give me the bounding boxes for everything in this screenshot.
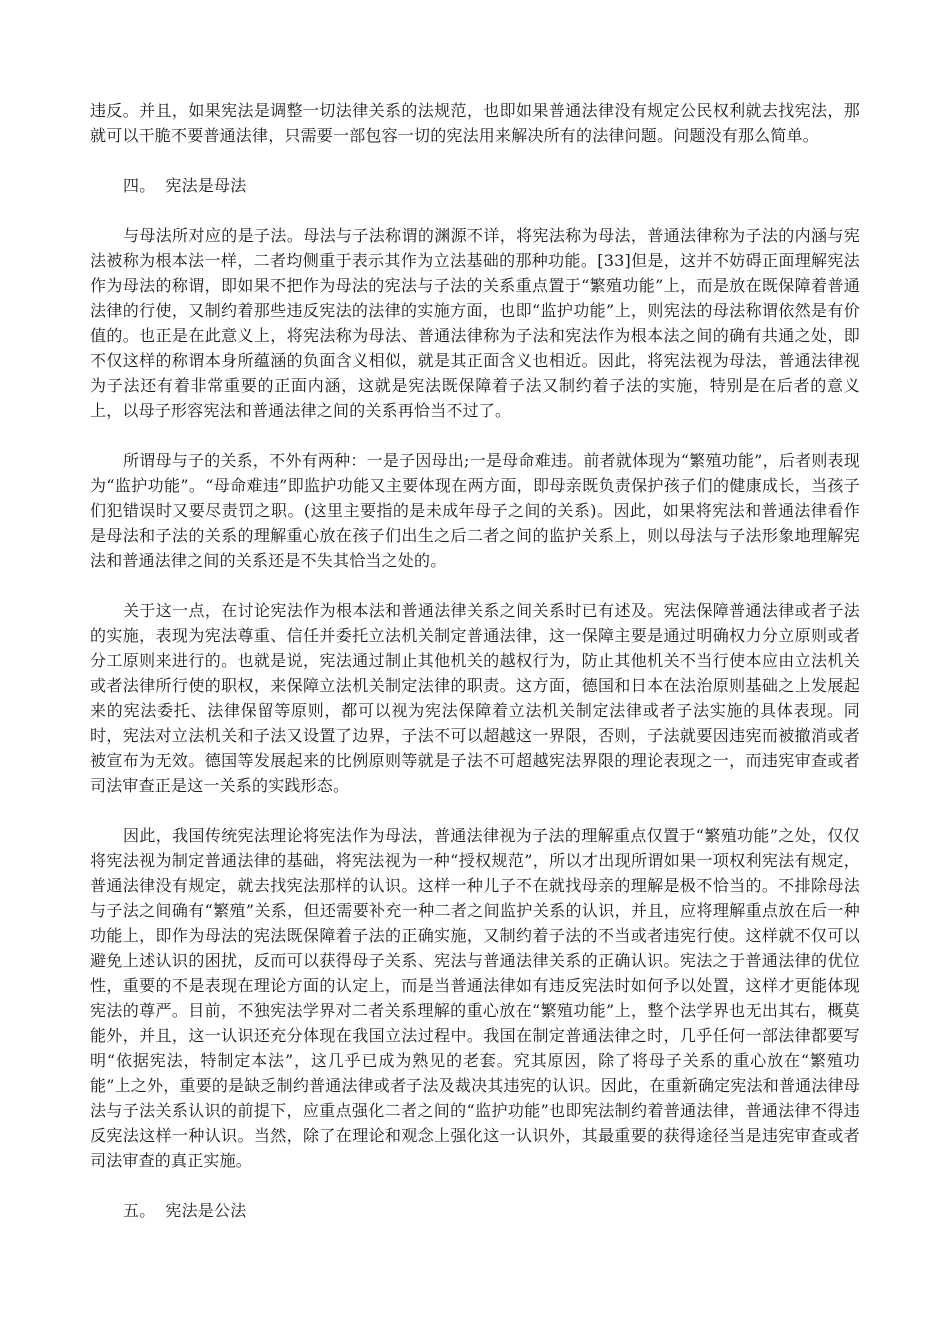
section-four-number: 四。 xyxy=(123,176,156,195)
body-paragraph: 所谓母与子的关系，不外有两种：一是子因母出;一是母命难违。前者就体现为“繁殖功能”，后者则表现为“监护功能”。“母命难违”即监护功能又主要体现在两方面，即母亲既负责保护孩子们的健康成长，当孩子们犯错误时又要尽责罚之职。(这里主要指的是未成年母子之间的关系)。因此，如果将宪法和普通法律看作是母法和子法的关系的理解重心放在孩子们出生之后二者之间的监护关系上，则以母法与子法形象地理解宪法和普通法律之间的关系还是不失其恰当之处的。 xyxy=(90,451,860,570)
body-paragraph: 因此，我国传统宪法理论将宪法作为母法，普通法律视为子法的理解重点仅置于“繁殖功能”之处，仅仅将宪法视为制定普通法律的基础，将宪法视为一种“授权规范”，所以才出现所谓如果一项权利宪法有规定，普通法律没有规定，就去找宪法那样的认识。这样一种儿子不在就找母亲的理解是极不恰当的。不排除母法与子法之间确有“繁殖”关系，但还需要补充一种二者之间监护关系的认识，并且，应将理解重点放在后一种功能上，即作为母法的宪法既保障着子法的正确实施，又制约着子法的不当或者违宪行使。这样就不仅可以避免上述认识的困扰，反而可以获得母子关系、宪法与普通法律关系的正确认识。宪法之于普通法律的优位性，重要的不是表现在理论方面的认定上，而是当普通法律如有违反宪法时如何予以处置，这样才更能体现宪法的尊严。目前，不独宪法学界对二者关系理解的重心放在“繁殖功能”上，整个法学界也无出其右，概莫能外，并且，这一认识还充分体现在我国立法过程中。我国在制定普通法律之时，几乎任何一部法律都要写明“依据宪法，特制定本法”，这几乎已成为熟见的老套。究其原因，除了将母子关系的重心放在“繁殖功能”上之外，重要的是缺乏制约普通法律或者子法及裁决其违宪的认识。因此，在重新确定宪法和普通法律母法与子法关系认识的前提下，应重点强化二者之间的“监护功能”也即宪法制约着普通法律，普通法律不得违反宪法这样一种认识。当然，除了在理论和观念上强化这一认识外，其最重要的获得途径当是违宪审查或者司法审查的真正实施。 xyxy=(90,826,860,1170)
section-four-heading xyxy=(90,173,860,198)
section-five-heading xyxy=(90,1198,860,1223)
opening-paragraph: 违反。并且，如果宪法是调整一切法律关系的法规范，也即如果普通法律没有规定公民权利就去找宪法，那就可以干脆不要普通法律，只需要一部包容一切的宪法用来解决所有的法律问题。问题没有那么简单。 xyxy=(90,101,860,145)
section-four-title: 宪法是母法 xyxy=(165,176,247,195)
body-paragraph: 与母法所对应的是子法。母法与子法称谓的渊源不详，将宪法称为母法，普通法律称为子法的内涵与宪法被称为根本法一样，二者均侧重于表示其作为立法基础的那种功能。[33]但是，这并不妨碍正面理解宪法作为母法的称谓，即如果不把作为母法的宪法与子法的关系重点置于“繁殖功能”上，而是放在既保障着普通法律的行使，又制约着那些违反宪法的法律的实施方面，也即“监护功能”上，则宪法的母法称谓依然是有价值的。也正是在此意义上，将宪法称为母法、普通法律称为子法和宪法作为根本法之间的确有共通之处，即不仅这样的称谓本身所蕴涵的负面含义相似，就是其正面含义也相近。因此，将宪法视为母法，普通法律视为子法还有着非常重要的正面内涵，这就是宪法既保障着子法又制约着子法的实施，特别是在后者的意义上，以母子形容宪法和普通法律之间的关系再恰当不过了。 xyxy=(90,226,860,420)
body-paragraph: 关于这一点，在讨论宪法作为根本法和普通法律关系之间关系时已有述及。宪法保障普通法律或者子法的实施，表现为宪法尊重、信任并委托立法机关制定普通法律，这一保障主要是通过明确权力分立原则或者分工原则来进行的。也就是说，宪法通过制止其他机关的越权行为，防止其他机关不当行使本应由立法机关或者法律所行使的职权，来保障立法机关制定法律的职责。这方面，德国和日本在法治原则基础之上发展起来的宪法委托、法律保留等原则，都可以视为宪法保障着立法机关制定法律或者子法实施的具体表现。同时，宪法对立法机关和子法又设置了边界，子法不可以超越这一界限，否则，子法就要因违宪而被撤消或者被宣布为无效。德国等发展起来的比例原则等就是子法不可超越宪法界限的理论表现之一，而违宪审查或者司法审查正是这一关系的实践形态。 xyxy=(90,601,860,795)
section-five-title: 宪法是公法 xyxy=(165,1201,247,1220)
section-five-number: 五。 xyxy=(123,1201,156,1220)
